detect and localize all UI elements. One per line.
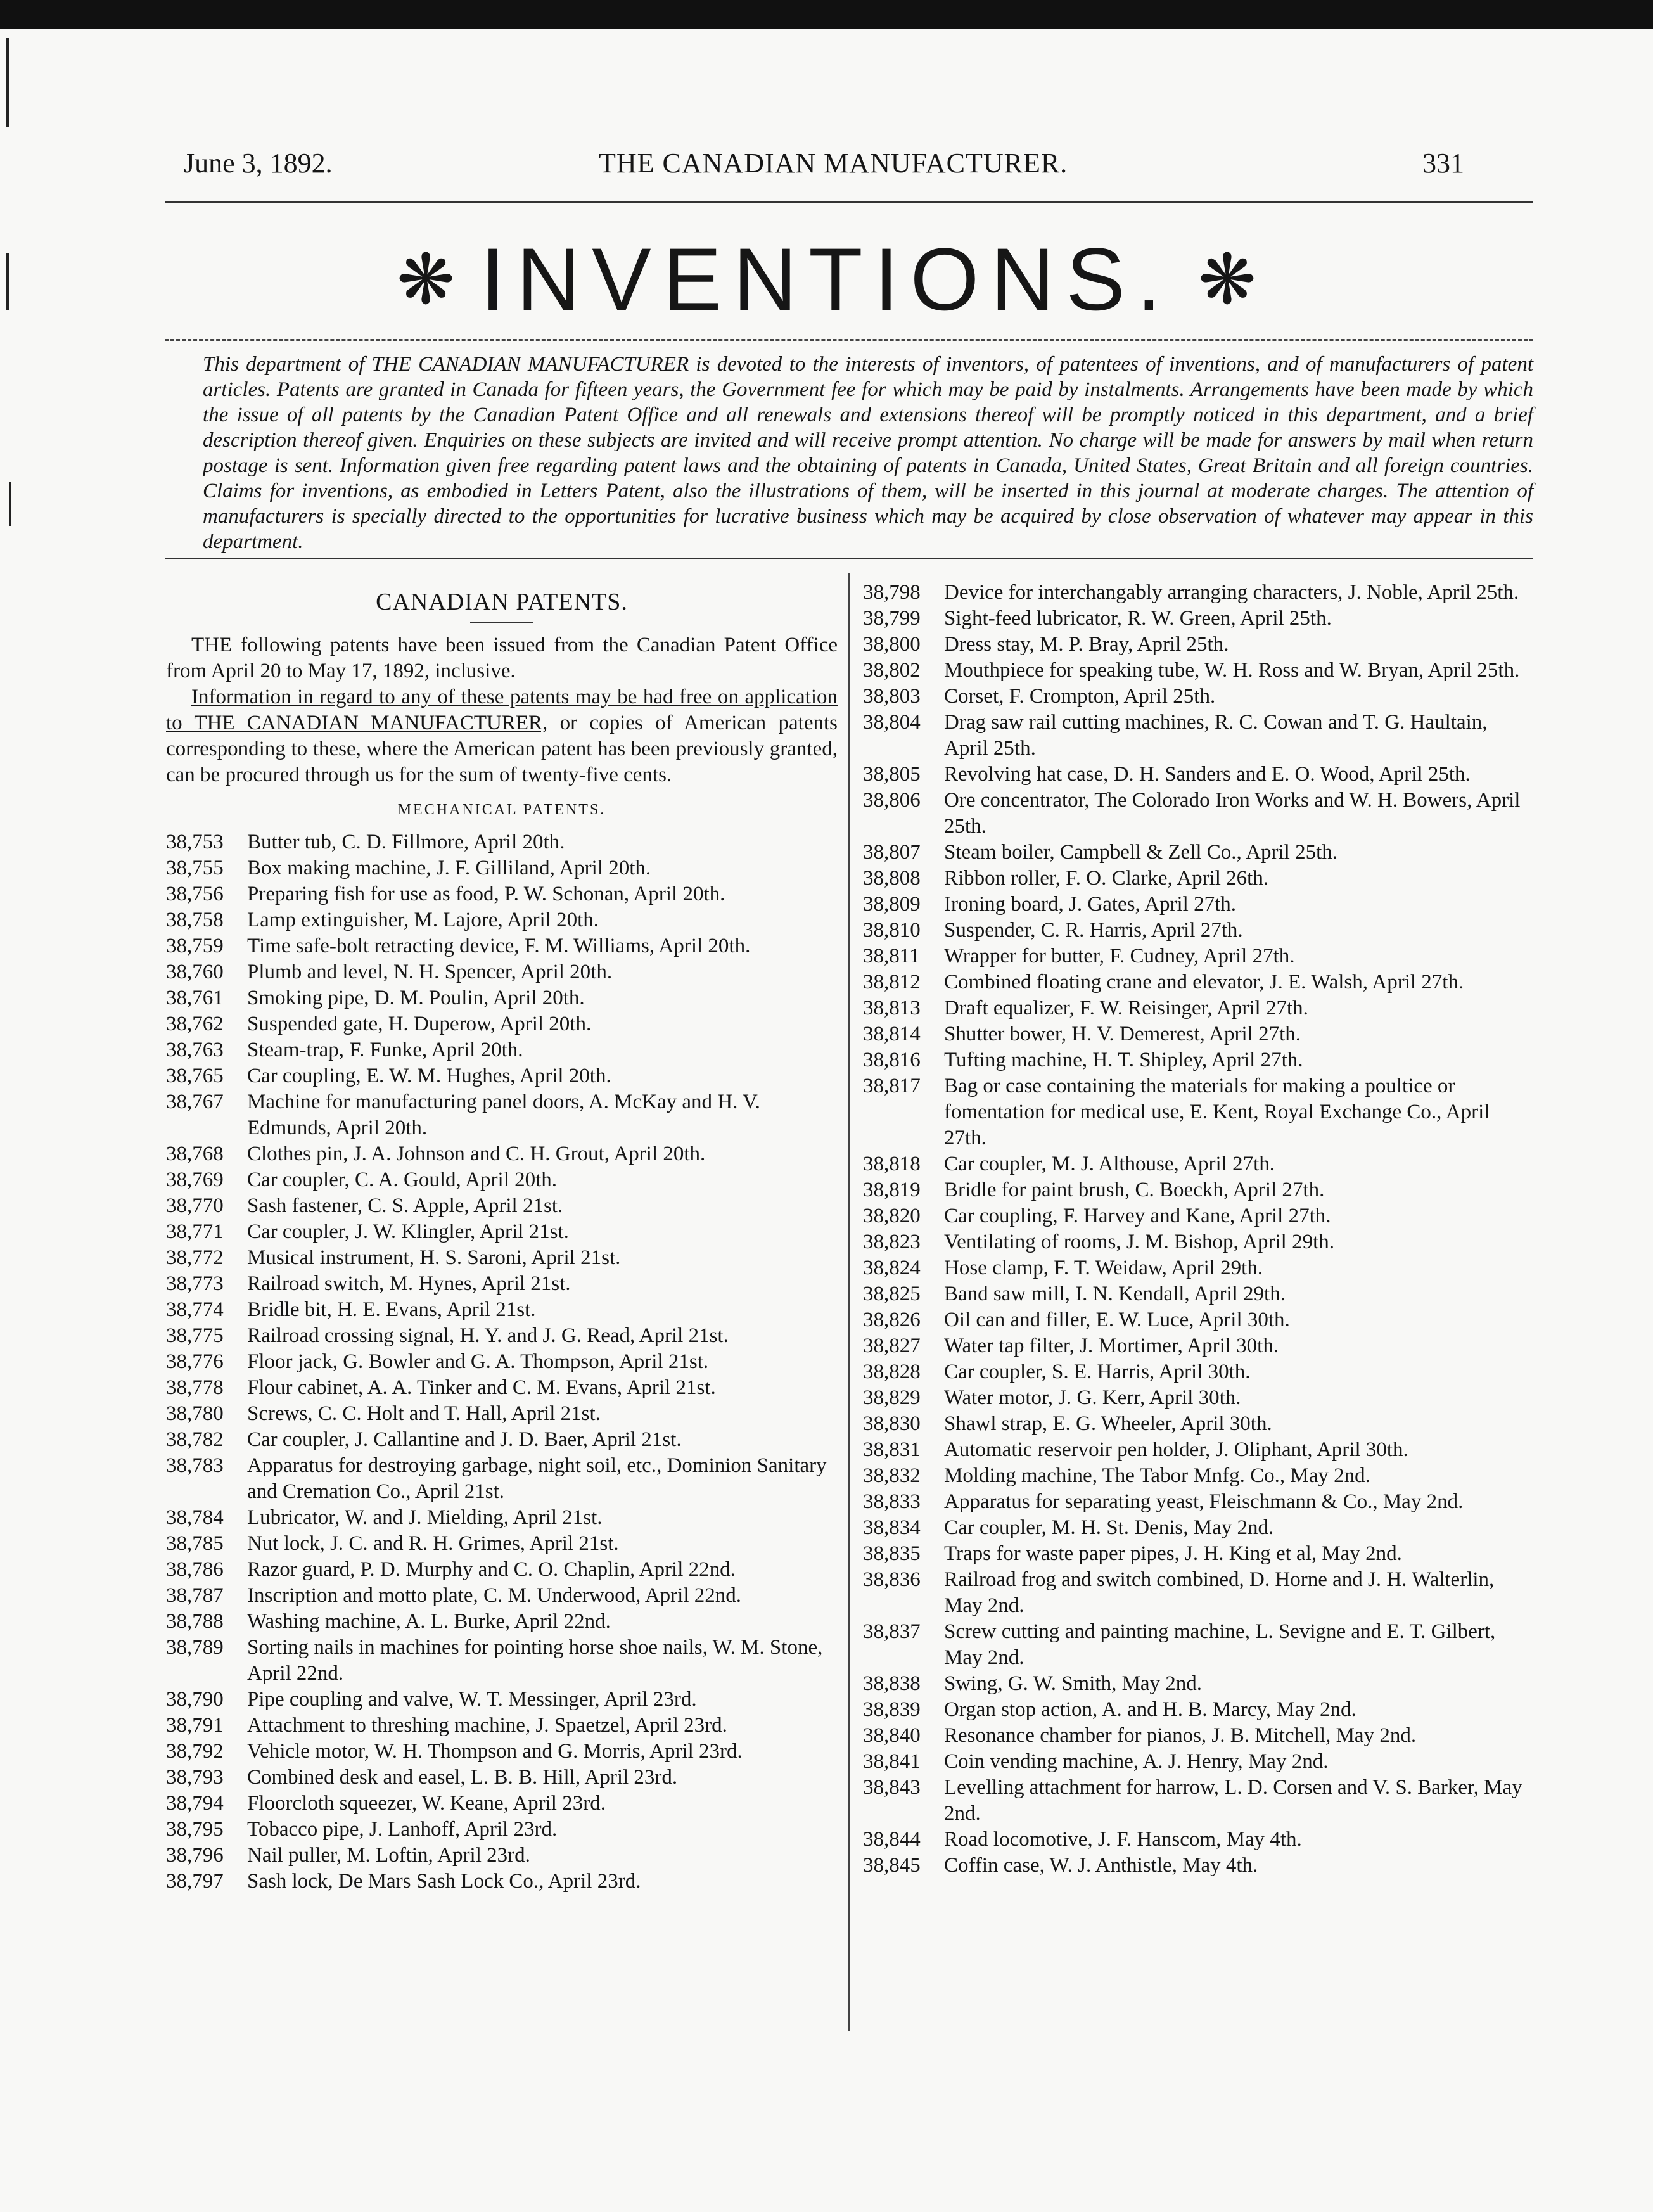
patent-description: Steam boiler, Campbell & Zell Co., April 25th. <box>944 841 1338 864</box>
patent-number: 38,782 <box>166 1428 224 1451</box>
patents-heading: CANADIAN PATENTS. <box>376 589 628 615</box>
patent-entry <box>863 1515 1535 1541</box>
patent-entry <box>863 917 1535 943</box>
patent-entry <box>863 1775 1535 1827</box>
scan-edge-mark <box>9 482 11 526</box>
patent-entry <box>166 1271 838 1297</box>
mechanical-patents-subheading: MECHANICAL PATENTS. <box>397 802 606 818</box>
patent-description: Coin vending machine, A. J. Henry, May 2nd. <box>944 1750 1329 1773</box>
patent-number: 38,833 <box>863 1490 921 1513</box>
header-publication: THE CANADIAN MANUFACTURER. <box>599 148 1068 179</box>
patent-entry <box>166 933 838 959</box>
patent-entry <box>863 1021 1535 1047</box>
patent-number: 38,758 <box>166 909 224 931</box>
patent-description: Car coupling, F. Harvey and Kane, April 27th. <box>944 1205 1331 1227</box>
patent-description: Device for interchangably arranging characters, J. Noble, April 25th. <box>944 581 1519 604</box>
patent-entry <box>863 995 1535 1021</box>
patent-entry <box>863 1073 1535 1151</box>
patent-number: 38,790 <box>166 1688 224 1711</box>
page-header <box>0 147 1653 191</box>
patent-entry <box>166 1401 838 1427</box>
patent-entry <box>166 1219 838 1245</box>
patent-entry <box>863 1255 1535 1281</box>
patent-description: Screws, C. C. Holt and T. Hall, April 21st. <box>247 1402 601 1425</box>
patent-number: 38,767 <box>166 1090 224 1113</box>
patent-number: 38,785 <box>166 1532 224 1555</box>
patent-number: 38,831 <box>863 1438 921 1461</box>
patent-description: Coffin case, W. J. Anthistle, May 4th. <box>944 1854 1258 1877</box>
patent-number: 38,828 <box>863 1360 921 1383</box>
patent-entry <box>863 1437 1535 1463</box>
patent-number: 38,753 <box>166 831 224 853</box>
patent-entry <box>863 762 1535 788</box>
patent-number: 38,756 <box>166 883 224 905</box>
patent-number: 38,834 <box>863 1516 921 1539</box>
patent-number: 38,761 <box>166 987 224 1009</box>
patent-number: 38,772 <box>166 1246 224 1269</box>
scan-top-border <box>0 0 1653 29</box>
patent-description: Ore concentrator, The Colorado Iron Works and W. H. Bowers, April 25th. <box>944 789 1521 838</box>
patent-entry <box>166 1713 838 1739</box>
patent-number: 38,762 <box>166 1013 224 1035</box>
patent-number: 38,763 <box>166 1039 224 1061</box>
patent-description: Drag saw rail cutting machines, R. C. Cowan and T. G. Haultain, April 25th. <box>944 711 1488 760</box>
patent-description: Combined floating crane and elevator, J. E. Walsh, April 27th. <box>944 971 1464 994</box>
patent-number: 38,780 <box>166 1402 224 1425</box>
patent-number: 38,806 <box>863 789 921 812</box>
patent-entry <box>166 1453 838 1505</box>
patent-description: Preparing fish for use as food, P. W. Schonan, April 20th. <box>247 883 725 905</box>
patent-entry <box>166 959 838 985</box>
patent-number: 38,844 <box>863 1828 921 1851</box>
patent-description: Apparatus for destroying garbage, night soil, etc., Dominion Sanitary and Cremation Co., April 21st. <box>247 1454 827 1503</box>
patent-description: Automatic reservoir pen holder, J. Oliphant, April 30th. <box>944 1438 1408 1461</box>
patent-entry <box>166 1089 838 1141</box>
patent-number: 38,816 <box>863 1049 921 1071</box>
patent-entry <box>863 1489 1535 1515</box>
patent-number: 38,794 <box>166 1792 224 1815</box>
patent-number: 38,776 <box>166 1350 224 1373</box>
patent-description: Butter tub, C. D. Fillmore, April 20th. <box>247 831 565 853</box>
patent-entry <box>863 1749 1535 1775</box>
patent-number: 38,819 <box>863 1179 921 1201</box>
patent-description: Draft equalizer, F. W. Reisinger, April 27th. <box>944 997 1308 1020</box>
patent-description: Floor jack, G. Bowler and G. A. Thompson, April 21st. <box>247 1350 709 1373</box>
patent-number: 38,818 <box>863 1153 921 1175</box>
patent-entry <box>166 1141 838 1167</box>
patent-entry <box>863 866 1535 892</box>
patent-description: Inscription and motto plate, C. M. Underwood, April 22nd. <box>247 1584 741 1607</box>
patent-entry <box>166 1843 838 1869</box>
patent-number: 38,797 <box>166 1870 224 1893</box>
patent-entry <box>863 1827 1535 1853</box>
patent-number: 38,823 <box>863 1231 921 1253</box>
patent-number: 38,817 <box>863 1075 921 1097</box>
intro-rule <box>165 558 1533 559</box>
patent-description: Water motor, J. G. Kerr, April 30th. <box>944 1386 1241 1409</box>
patent-entry <box>863 1203 1535 1229</box>
patent-description: Railroad frog and switch combined, D. Horne and J. H. Walterlin, May 2nd. <box>944 1568 1495 1617</box>
patent-number: 38,774 <box>166 1298 224 1321</box>
patent-description: Sight-feed lubricator, R. W. Green, April 25th. <box>944 607 1332 630</box>
patent-number: 38,760 <box>166 961 224 983</box>
patent-number: 38,830 <box>863 1412 921 1435</box>
patent-description: Time safe-bolt retracting device, F. M. Williams, April 20th. <box>247 935 751 957</box>
patent-description: Suspended gate, H. Duperow, April 20th. <box>247 1013 592 1035</box>
patents-info-paragraph <box>166 684 838 788</box>
patent-number: 38,771 <box>166 1220 224 1243</box>
patent-description: Shutter bower, H. V. Demerest, April 27th. <box>944 1023 1301 1045</box>
patent-number: 38,783 <box>166 1454 224 1477</box>
patent-entry <box>863 1307 1535 1333</box>
patent-description: Nail puller, M. Loftin, April 23rd. <box>247 1844 530 1867</box>
patent-number: 38,784 <box>166 1506 224 1529</box>
patent-entry <box>166 1297 838 1323</box>
patent-entry <box>166 829 838 855</box>
patent-entry <box>166 1037 838 1063</box>
patent-description: Revolving hat case, D. H. Sanders and E. O. Wood, April 25th. <box>944 763 1471 786</box>
patent-entry <box>166 855 838 881</box>
patent-description: Oil can and filler, E. W. Luce, April 30th. <box>944 1308 1290 1331</box>
patent-number: 38,800 <box>863 633 921 656</box>
patent-number: 38,845 <box>863 1854 921 1877</box>
patent-description: Hose clamp, F. T. Weidaw, April 29th. <box>944 1256 1263 1279</box>
patent-description: Organ stop action, A. and H. B. Marcy, May 2nd. <box>944 1698 1356 1721</box>
patent-entry <box>863 1411 1535 1437</box>
patent-description: Screw cutting and painting machine, L. Sevigne and E. T. Gilbert, May 2nd. <box>944 1620 1496 1669</box>
patent-description: Wrapper for butter, F. Cudney, April 27th. <box>944 945 1295 968</box>
patent-description: Car coupling, E. W. M. Hughes, April 20th. <box>247 1064 611 1087</box>
patent-number: 38,810 <box>863 919 921 942</box>
patent-number: 38,792 <box>166 1740 224 1763</box>
patent-number: 38,809 <box>863 893 921 916</box>
patent-entry <box>863 1333 1535 1359</box>
patent-description: Pipe coupling and valve, W. T. Messinger, April 23rd. <box>247 1688 697 1711</box>
patent-description: Sorting nails in machines for pointing horse shoe nails, W. M. Stone, April 22nd. <box>247 1636 823 1685</box>
patent-entry <box>863 710 1535 762</box>
patent-number: 38,799 <box>863 607 921 630</box>
patent-number: 38,827 <box>863 1334 921 1357</box>
patent-entry <box>863 1619 1535 1671</box>
header-page-number: 331 <box>1422 148 1464 179</box>
patent-number: 38,839 <box>863 1698 921 1721</box>
patent-number: 38,759 <box>166 935 224 957</box>
patent-description: Razor guard, P. D. Murphy and C. O. Chaplin, April 22nd. <box>247 1558 736 1581</box>
patent-entry <box>863 1853 1535 1879</box>
patent-entry <box>166 1323 838 1349</box>
patent-description: Flour cabinet, A. A. Tinker and C. M. Evans, April 21st. <box>247 1376 716 1399</box>
patent-number: 38,825 <box>863 1282 921 1305</box>
patent-entry <box>166 1817 838 1843</box>
patent-entry <box>863 943 1535 969</box>
patent-number: 38,789 <box>166 1636 224 1659</box>
patent-entry <box>863 1567 1535 1619</box>
patent-description: Traps for waste paper pipes, J. H. King et al, May 2nd. <box>944 1542 1402 1565</box>
patent-entry <box>166 1609 838 1635</box>
header-date: June 3, 1892. <box>184 148 333 179</box>
patent-description: Vehicle motor, W. H. Thompson and G. Morris, April 23rd. <box>247 1740 743 1763</box>
patent-description: Ribbon roller, F. O. Clarke, April 26th. <box>944 867 1269 890</box>
patent-list-right <box>863 580 1535 1879</box>
patent-entry <box>166 1245 838 1271</box>
patent-entry <box>863 1047 1535 1073</box>
patent-description: Sash fastener, C. S. Apple, April 21st. <box>247 1194 563 1217</box>
patent-description: Ventilating of rooms, J. M. Bishop, April 29th. <box>944 1231 1335 1253</box>
patent-number: 38,837 <box>863 1620 921 1643</box>
patent-entry <box>863 1359 1535 1385</box>
patent-description: Floorcloth squeezer, W. Keane, April 23rd. <box>247 1792 606 1815</box>
patent-description: Car coupler, C. A. Gould, April 20th. <box>247 1168 558 1191</box>
patent-number: 38,841 <box>863 1750 921 1773</box>
patent-entry <box>166 1349 838 1375</box>
patent-entry <box>863 969 1535 995</box>
patents-right-column <box>863 580 1535 1879</box>
patent-entry <box>863 1541 1535 1567</box>
patent-description: Combined desk and easel, L. B. B. Hill, April 23rd. <box>247 1766 678 1789</box>
patent-entry <box>863 892 1535 917</box>
patent-number: 38,791 <box>166 1714 224 1737</box>
patent-number: 38,826 <box>863 1308 921 1331</box>
patent-number: 38,793 <box>166 1766 224 1789</box>
patent-number: 38,798 <box>863 581 921 604</box>
patent-entry <box>863 1385 1535 1411</box>
patent-description: Car coupler, M. H. St. Denis, May 2nd. <box>944 1516 1274 1539</box>
patent-number: 38,796 <box>166 1844 224 1867</box>
patent-entry <box>863 788 1535 840</box>
patent-entry <box>166 1557 838 1583</box>
section-title: INVENTIONS. <box>480 229 1173 329</box>
patent-number: 38,787 <box>166 1584 224 1607</box>
patent-entry <box>166 1063 838 1089</box>
patent-number: 38,778 <box>166 1376 224 1399</box>
patent-entry <box>166 1193 838 1219</box>
patent-entry <box>863 580 1535 606</box>
patent-entry <box>863 606 1535 632</box>
patent-number: 38,840 <box>863 1724 921 1747</box>
patent-number: 38,765 <box>166 1064 224 1087</box>
patent-entry <box>863 1151 1535 1177</box>
patent-description: Car coupler, S. E. Harris, April 30th. <box>944 1360 1251 1383</box>
patent-number: 38,802 <box>863 659 921 682</box>
patent-entry <box>863 1697 1535 1723</box>
patent-number: 38,770 <box>166 1194 224 1217</box>
patent-number: 38,805 <box>863 763 921 786</box>
patent-description: Bridle for paint brush, C. Boeckh, April 27th. <box>944 1179 1325 1201</box>
patent-description: Nut lock, J. C. and R. H. Grimes, April 21st. <box>247 1532 619 1555</box>
patent-number: 38,808 <box>863 867 921 890</box>
patent-description: Tobacco pipe, J. Lanhoff, April 23rd. <box>247 1818 558 1841</box>
patent-entry <box>166 1583 838 1609</box>
asterisk-flower-icon: ❋ <box>397 241 456 319</box>
patent-description: Lamp extinguisher, M. Lajore, April 20th. <box>247 909 599 931</box>
header-rule <box>165 201 1533 203</box>
patent-number: 38,807 <box>863 841 921 864</box>
intro-paragraph: This department of THE CANADIAN MANUFACTURER is devoted to the interests of inventors, of patentees of inventions, and of manufacturers of patent articles. Patents are granted in Canada for fifteen years, the Government fee for which may be paid by instalments. Arrangements have been made by which the issue of all patents by the Canadian Patent Office and all renewals and extensions thereof will be promptly noticed in this department, and a brief description thereof given. Enquiries on these subjects are invited and will receive prompt attention. No charge will be made for answers by mail when return postage is sent. Information given free regarding patent laws and the obtaining of patents in Canada, United States, Great Britain and all foreign countries. Claims for inventions, as embodied in Letters Patent, also the illustrations of them, will be inserted in this journal at moderate charges. The attention of manufacturers is specially directed to the opportunities for lucrative business which may be acquired by close observation of whatever may appear in this department. <box>203 353 1533 553</box>
patent-description: Car coupler, M. J. Althouse, April 27th. <box>944 1153 1275 1175</box>
patent-number: 38,843 <box>863 1776 921 1799</box>
patent-number: 38,768 <box>166 1142 224 1165</box>
patent-description: Swing, G. W. Smith, May 2nd. <box>944 1672 1203 1695</box>
patent-entry <box>863 1463 1535 1489</box>
patent-list-left <box>166 829 838 1895</box>
patent-entry <box>166 1167 838 1193</box>
asterisk-flower-icon: ❋ <box>1197 241 1256 319</box>
patent-description: Railroad crossing signal, H. Y. and J. G. Read, April 21st. <box>247 1324 729 1347</box>
patents-left-column <box>166 580 838 1895</box>
patent-entry <box>166 985 838 1011</box>
patent-entry <box>863 684 1535 710</box>
patent-entry <box>863 1281 1535 1307</box>
patent-description: Machine for manufacturing panel doors, A. McKay and H. V. Edmunds, April 20th. <box>247 1090 760 1139</box>
patent-description: Bridle bit, H. E. Evans, April 21st. <box>247 1298 536 1321</box>
patent-entry <box>166 1505 838 1531</box>
patent-entry <box>166 1635 838 1687</box>
patent-entry <box>863 1671 1535 1697</box>
patent-description: Mouthpiece for speaking tube, W. H. Ross and W. Bryan, April 25th. <box>944 659 1520 682</box>
patent-description: Steam-trap, F. Funke, April 20th. <box>247 1039 523 1061</box>
patent-entry <box>863 840 1535 866</box>
patent-description: Water tap filter, J. Mortimer, April 30th. <box>944 1334 1279 1357</box>
patent-number: 38,804 <box>863 711 921 734</box>
patent-entry <box>166 1011 838 1037</box>
scan-edge-mark <box>6 38 9 127</box>
patent-description: Dress stay, M. P. Bray, April 25th. <box>944 633 1229 656</box>
patent-description: Band saw mill, I. N. Kendall, April 29th. <box>944 1282 1286 1305</box>
patent-number: 38,786 <box>166 1558 224 1581</box>
patent-description: Shawl strap, E. G. Wheeler, April 30th. <box>944 1412 1272 1435</box>
patent-entry <box>863 632 1535 658</box>
patent-description: Car coupler, J. Callantine and J. D. Baer, April 21st. <box>247 1428 682 1451</box>
patent-entry <box>166 881 838 907</box>
patent-number: 38,773 <box>166 1272 224 1295</box>
patent-description: Road locomotive, J. F. Hanscom, May 4th. <box>944 1828 1302 1851</box>
patent-entry <box>166 1791 838 1817</box>
patent-description: Resonance chamber for pianos, J. B. Mitchell, May 2nd. <box>944 1724 1417 1747</box>
patent-number: 38,835 <box>863 1542 921 1565</box>
column-divider <box>848 573 850 2031</box>
patent-entry <box>166 1869 838 1895</box>
patent-entry <box>166 1375 838 1401</box>
patent-entry <box>166 1427 838 1453</box>
patent-description: Smoking pipe, D. M. Poulin, April 20th. <box>247 987 585 1009</box>
patent-entry <box>166 1765 838 1791</box>
patent-description: Corset, F. Crompton, April 25th. <box>944 685 1216 708</box>
patent-number: 38,814 <box>863 1023 921 1045</box>
info-rest-text: or copies of American patents corresponding to these, where the American patent has been previously granted, can be procured through us for the sum of twenty-five cents. <box>166 712 838 786</box>
patent-number: 38,832 <box>863 1464 921 1487</box>
patent-number: 38,755 <box>166 857 224 879</box>
patent-entry <box>863 1723 1535 1749</box>
patent-number: 38,769 <box>166 1168 224 1191</box>
patent-description: Molding machine, The Tabor Mnfg. Co., May 2nd. <box>944 1464 1370 1487</box>
patent-description: Apparatus for separating yeast, Fleischmann & Co., May 2nd. <box>944 1490 1464 1513</box>
patent-number: 38,803 <box>863 685 921 708</box>
patent-description: Musical instrument, H. S. Saroni, April 21st. <box>247 1246 621 1269</box>
patent-entry <box>166 907 838 933</box>
patent-description: Sash lock, De Mars Sash Lock Co., April 23rd. <box>247 1870 641 1893</box>
patent-description: Washing machine, A. L. Burke, April 22nd. <box>247 1610 611 1633</box>
patent-description: Plumb and level, N. H. Spencer, April 20th. <box>247 961 613 983</box>
section-title-block <box>0 228 1653 329</box>
patent-description: Attachment to threshing machine, J. Spaetzel, April 23rd. <box>247 1714 727 1737</box>
patent-entry <box>166 1531 838 1557</box>
patent-number: 38,788 <box>166 1610 224 1633</box>
patent-description: Levelling attachment for harrow, L. D. Corsen and V. S. Barker, May 2nd. <box>944 1776 1522 1825</box>
patent-description: Box making machine, J. F. Gilliland, April 20th. <box>247 857 651 879</box>
heading-rule <box>470 622 533 623</box>
info-underlined-text: Information in regard to any of these patents may be had free on application to THE CANADIAN MANUFACTURER, <box>166 686 838 734</box>
patents-intro-paragraph: THE following patents have been issued from the Canadian Patent Office from April 20 to May 17, 1892, inclusive. <box>166 634 838 682</box>
patent-description: Car coupler, J. W. Klingler, April 21st. <box>247 1220 569 1243</box>
patent-number: 38,829 <box>863 1386 921 1409</box>
patent-entry <box>166 1687 838 1713</box>
patent-number: 38,775 <box>166 1324 224 1347</box>
patent-number: 38,824 <box>863 1256 921 1279</box>
patent-number: 38,836 <box>863 1568 921 1591</box>
patent-number: 38,795 <box>166 1818 224 1841</box>
patent-number: 38,812 <box>863 971 921 994</box>
patent-description: Clothes pin, J. A. Johnson and C. H. Grout, April 20th. <box>247 1142 706 1165</box>
patent-number: 38,811 <box>863 945 920 968</box>
patent-number: 38,820 <box>863 1205 921 1227</box>
patent-number: 38,838 <box>863 1672 921 1695</box>
patent-description: Tufting machine, H. T. Shipley, April 27th. <box>944 1049 1303 1071</box>
patent-description: Ironing board, J. Gates, April 27th. <box>944 893 1237 916</box>
patent-entry <box>863 1229 1535 1255</box>
patent-description: Suspender, C. R. Harris, April 27th. <box>944 919 1243 942</box>
patent-entry <box>863 1177 1535 1203</box>
title-rule <box>165 339 1533 341</box>
patent-number: 38,813 <box>863 997 921 1020</box>
patent-description: Bag or case containing the materials for making a poultice or fomentation for medical use, E. Kent, Royal Exchange Co., April 27th. <box>944 1075 1490 1149</box>
patent-description: Lubricator, W. and J. Mielding, April 21st. <box>247 1506 603 1529</box>
patent-description: Railroad switch, M. Hynes, April 21st. <box>247 1272 571 1295</box>
patent-entry <box>166 1739 838 1765</box>
patent-entry <box>863 658 1535 684</box>
